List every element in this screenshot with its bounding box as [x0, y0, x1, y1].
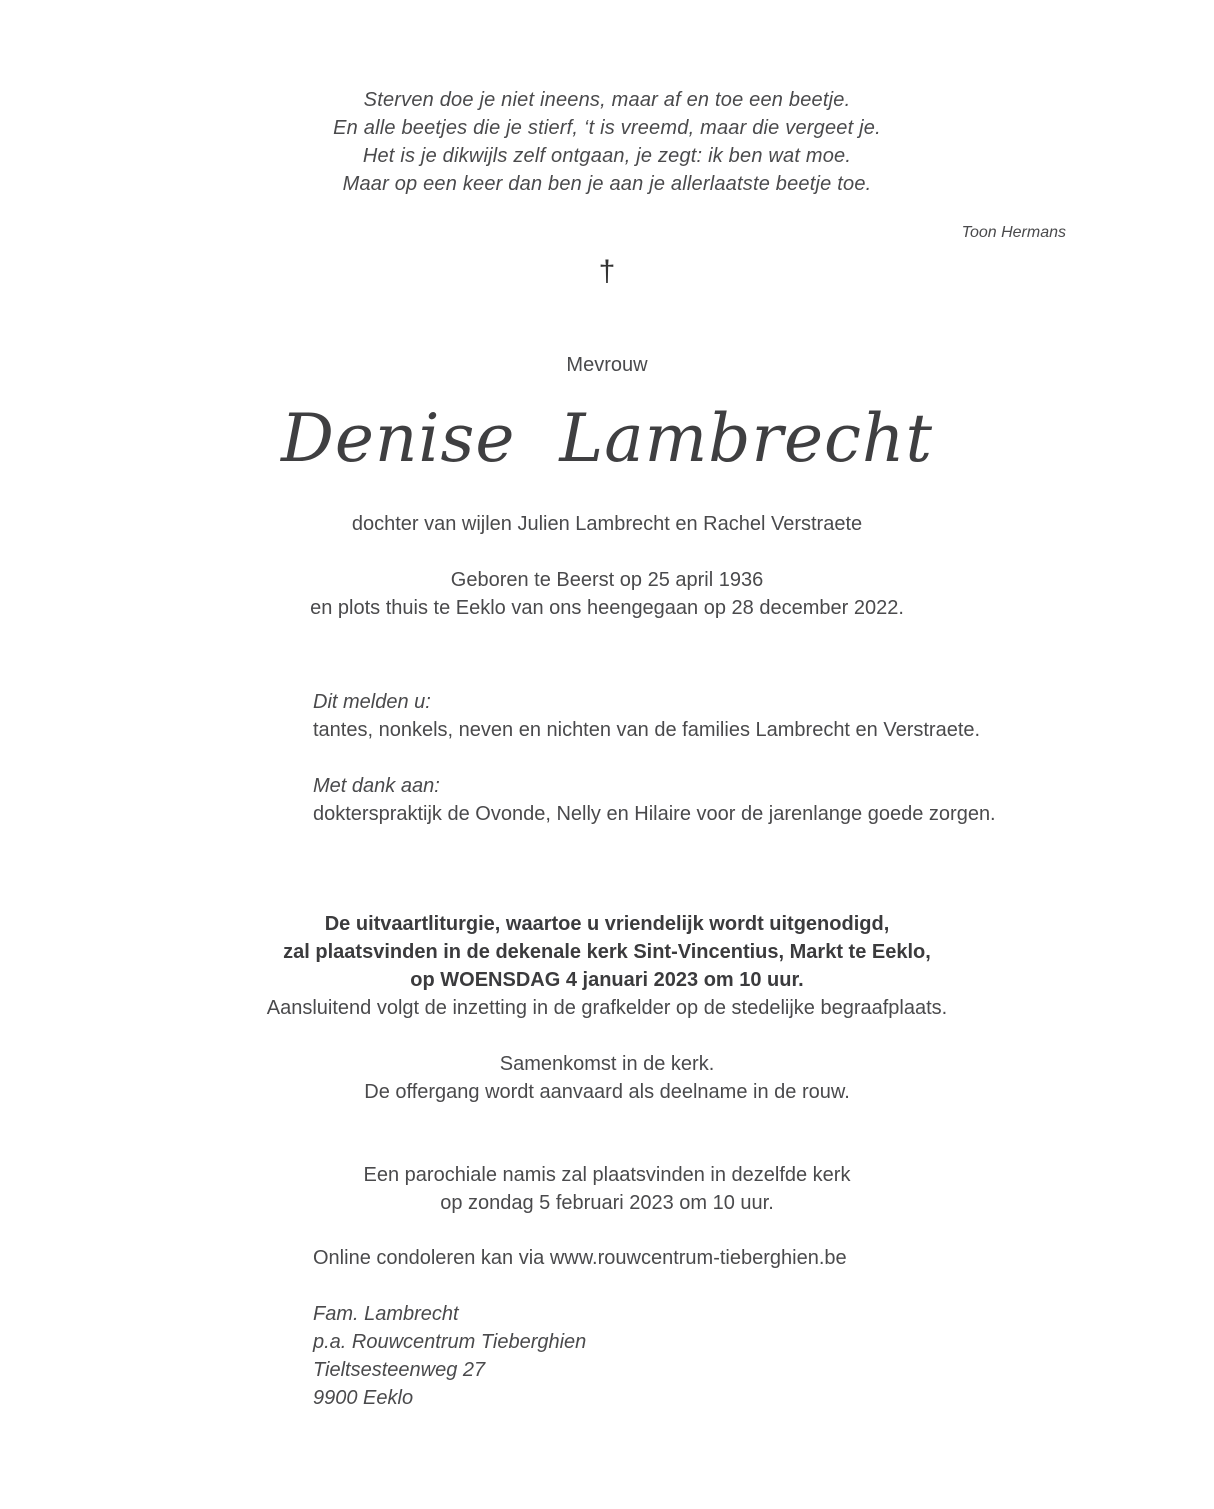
- poem-line-1: Sterven doe je niet ineens, maar af en toe een beetje.: [363, 89, 851, 111]
- online-condolences: Online condoleren kan via www.rouwcentrum-tieberghien.be: [313, 1247, 847, 1269]
- announcers-text: tantes, nonkels, neven en nichten van de families Lambrecht en Verstraete.: [313, 719, 981, 741]
- thanks-heading: Met dank aan:: [313, 775, 440, 797]
- funeral-line-3: op WOENSDAG 4 januari 2023 om 10 uur.: [410, 969, 804, 991]
- mass-line-1: Een parochiale namis zal plaatsvinden in dezelfde kerk: [363, 1164, 851, 1186]
- cross-icon: †: [598, 255, 616, 288]
- address-line-3: Tieltsesteenweg 27: [313, 1359, 486, 1381]
- birth-line: Geboren te Beerst op 25 april 1936: [450, 569, 764, 591]
- parents-line: dochter van wijlen Julien Lambrecht en Rachel Verstraete: [351, 513, 863, 535]
- address-line-4: 9900 Eeklo: [313, 1387, 414, 1409]
- gathering-line-2: De offergang wordt aanvaard als deelname in de rouw.: [364, 1081, 850, 1103]
- funeral-line-4: Aansluitend volgt de inzetting in de grafkelder op de stedelijke begraafplaats.: [266, 997, 948, 1019]
- salutation: Mevrouw: [566, 354, 648, 376]
- mass-line-2: op zondag 5 februari 2023 om 10 uur.: [440, 1192, 774, 1214]
- announcers-heading: Dit melden u:: [313, 691, 431, 713]
- funeral-line-2: zal plaatsvinden in de dekenale kerk Sint-Vincentius, Markt te Eeklo,: [283, 941, 931, 963]
- gathering-line-1: Samenkomst in de kerk.: [499, 1053, 715, 1075]
- poem-line-4: Maar op een keer dan ben je aan je allerlaatste beetje toe.: [342, 173, 872, 195]
- address-line-1: Fam. Lambrecht: [313, 1303, 459, 1325]
- poem-author: Toon Hermans: [961, 224, 1066, 241]
- death-line: en plots thuis te Eeklo van ons heengegaan op 28 december 2022.: [310, 597, 904, 619]
- poem-line-3: Het is je dikwijls zelf ontgaan, je zegt: ik ben wat moe.: [362, 145, 852, 167]
- deceased-name: Denise Lambrecht: [280, 400, 934, 477]
- funeral-line-1: De uitvaartliturgie, waartoe u vriendelijk wordt uitgenodigd,: [324, 913, 890, 935]
- thanks-text: dokterspraktijk de Ovonde, Nelly en Hilaire voor de jarenlange goede zorgen.: [313, 803, 996, 825]
- poem-line-2: En alle beetjes die je stierf, ‘t is vreemd, maar die vergeet je.: [333, 117, 881, 139]
- address-line-2: p.a. Rouwcentrum Tieberghien: [313, 1331, 587, 1353]
